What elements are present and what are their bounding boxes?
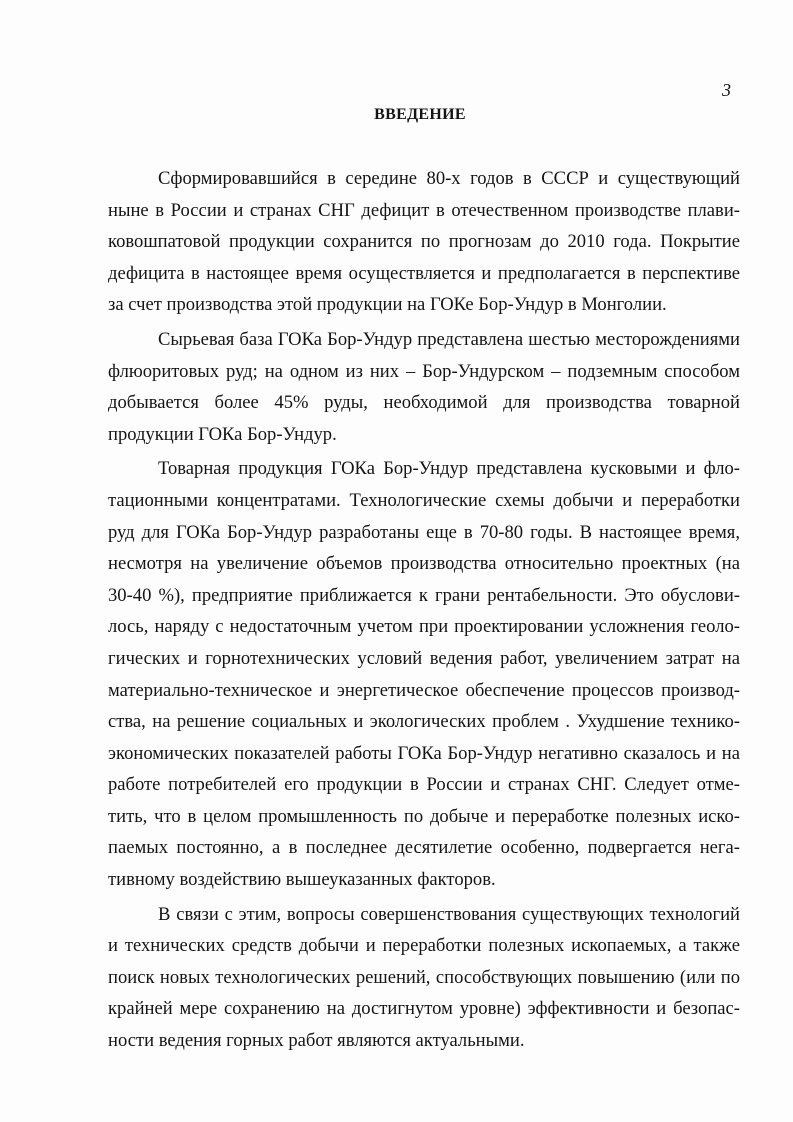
paragraph-1: Сформировавшийся в середине 80-х годов в СССР и существующий ныне в России и странах СНГ дефицит в отечественном производстве плавиковошпатовой продукции сохранится по прогнозам до 2010 года. Покрытие дефицита в настоящее время осуществляется и предполагается в перспективе за счет производства этой продукции на ГОКе Бор-Ундур в Монголии. (108, 168, 740, 316)
paragraph-3: Товарная продукция ГОКа Бор-Ундур представлена кусковыми и флотационными концентратами. Технологические схемы добычи и переработки руд для ГОКа Бор-Ундур разработаны еще в 70-80 годы. В настоящее время, несмотря на увеличение объемов производства относительно проектных (на 30-40 %), предприятие приближается к грани рентабельности. Это обусловилось, наряду с недостаточным учетом при проектировании усложнения геологических и горнотехнических условий ведения работ, увеличением затрат на материально-техническое и энергетическое обеспечение процессов производства, на решение социальных и экологических проблем . Ухудшение технико-экономических показателей работы ГОКа Бор-Ундур негативно сказалось и на работе потребителей его продукции в России и странах СНГ. Следует отметить, что в целом промышленность по добыче и переработке полезных ископаемых постоянно, а в последнее десятилетие особенно, подвергается негативному воздействию вышеуказанных факторов. (108, 458, 740, 891)
page-title: ВВЕДЕНИЕ (374, 106, 466, 123)
body-text (108, 163, 740, 1060)
paragraph-4: В связи с этим, вопросы совершенствования существующих технологий и технических средств добычи и переработки полезных ископаемых, а также поиск новых технологических решений, способствующих повышению (или по крайней мере сохранению на достигнутом уровне) эффективности и безопасности ведения горных работ являются актуальными. (108, 903, 740, 1052)
paragraph-2: Сырьевая база ГОКа Бор-Ундур представлена шестью месторождениями флюоритовых руд; на одном из них – Бор-Ундурском – подземным способом добывается более 45% руды, необходимой для производства товарной продукции ГОКа Бор-Ундур. (108, 328, 740, 445)
page-number: 3 (722, 80, 731, 100)
